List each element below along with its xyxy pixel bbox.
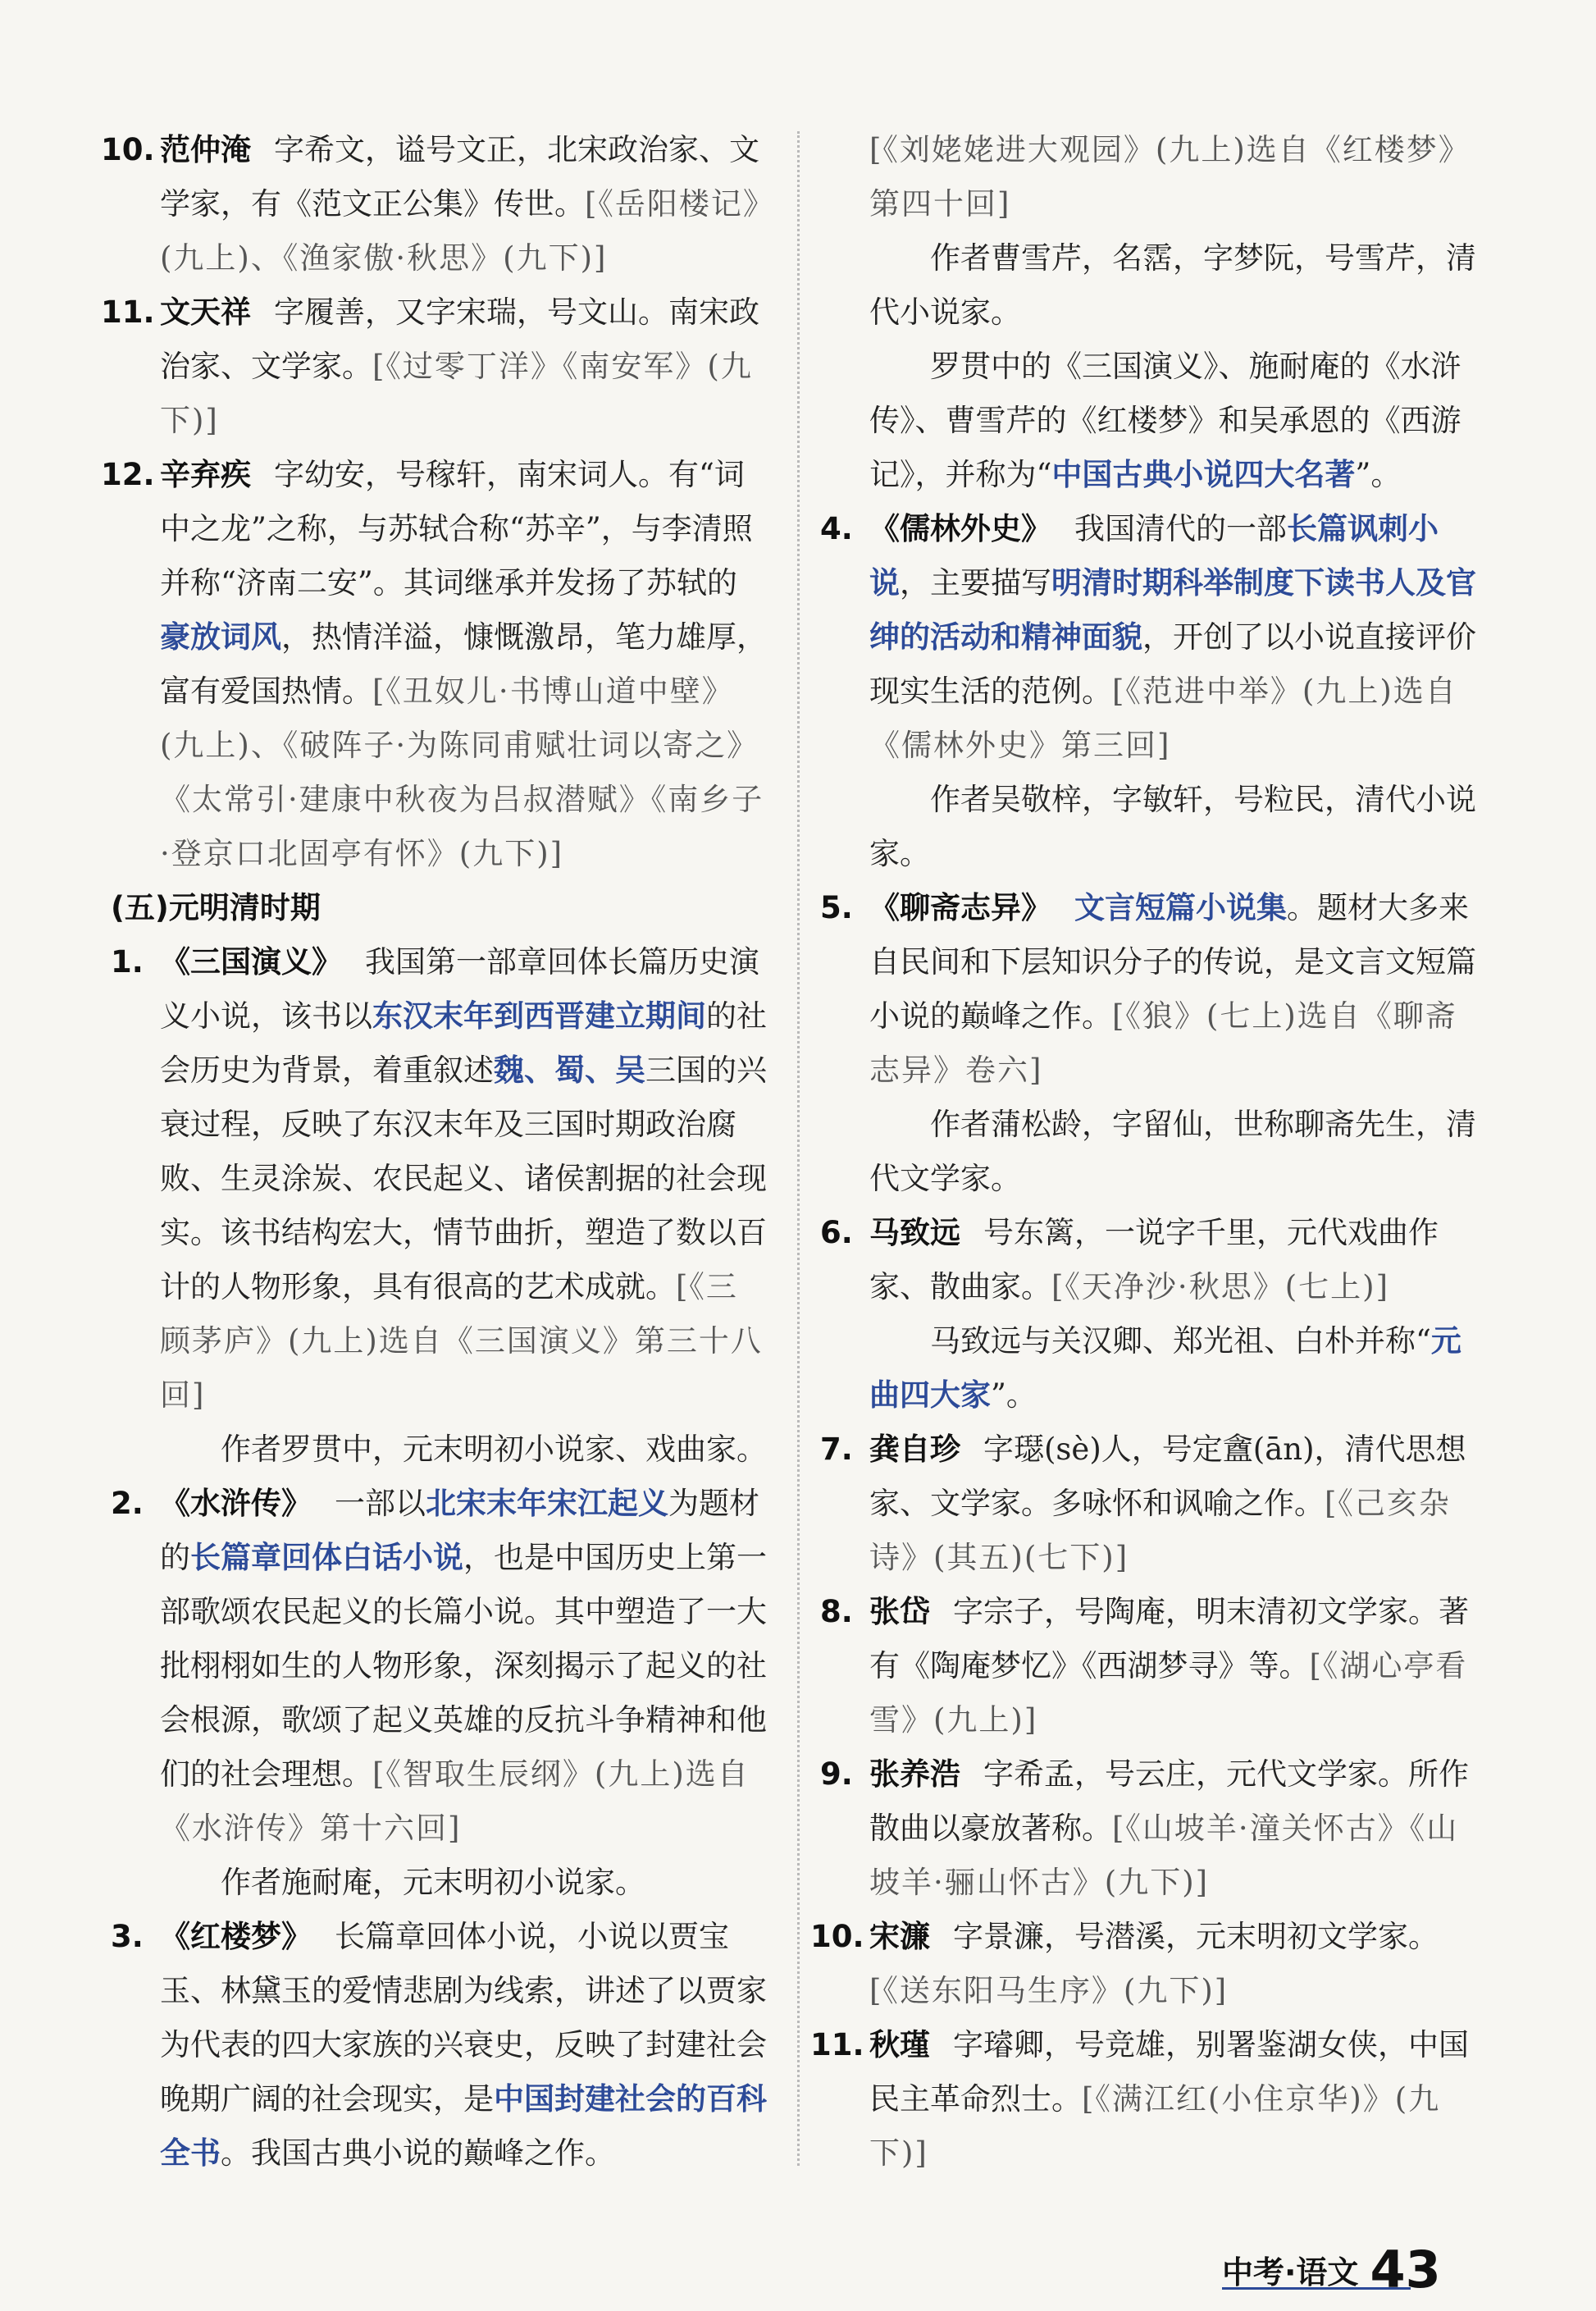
entry-number: 9.: [820, 1756, 853, 1792]
entry-number: 1.: [111, 944, 144, 980]
entry-text: 字幼安，号稼轩，南宋词人。有“词中之龙”之称，与苏轼合称“苏辛”，与李清照并称“济南二安”。其词继承并发扬了苏轼的: [160, 457, 753, 601]
highlight-keyword: 豪放词风: [160, 619, 281, 655]
highlight-keyword: 北宋末年宋江起义: [426, 1486, 668, 1521]
entry-number: 10.: [810, 1919, 864, 1954]
note-text: ”。: [1355, 457, 1402, 492]
entry-name: 张岱: [869, 1594, 930, 1629]
entry-name: 《儒林外史》: [869, 511, 1051, 546]
entry-shuihu: [111, 1477, 767, 1856]
entry-text: 字璱(sè)人，号定盦(ān)，清代思想家、文学家。多咏怀和讽喻之作。: [869, 1432, 1466, 1521]
page-footer: [1222, 2240, 1441, 2300]
entry-text: 字希文，谥号文正，北宋政治家、文学家，有《范文正公集》传世。: [160, 132, 759, 222]
entry-source: [《过零丁洋》《南安军》(九下)]: [160, 349, 753, 438]
entry-name: 秋瑾: [869, 2027, 930, 2062]
entry-text: 为题材的: [160, 1486, 759, 1575]
entry-source: [《湖心亭看雪》(九上)]: [869, 1648, 1468, 1738]
entry-source: [《狼》(七上)选自《聊斋志异》卷六]: [869, 998, 1457, 1088]
author-note: 作者曹雪芹，名霑，字梦阮，号雪芹，清代小说家。: [869, 240, 1476, 330]
entry-text: 的社会历史为背景，着重叙述: [160, 998, 767, 1088]
note-text: 马致远与关汉卿、郑光祖、白朴并称“: [930, 1323, 1431, 1359]
entry-rulinwaishi: [820, 502, 1476, 773]
entry-name: 龚自珍: [869, 1432, 960, 1467]
entry-source: [《天净沙·秋思》(七上)]: [1051, 1269, 1390, 1304]
entry-number: 10.: [101, 132, 155, 167]
entry-text: 号东篱，一说字千里，元代戏曲作家、散曲家。: [869, 1215, 1439, 1304]
entry-hongloumeng-cont: [820, 123, 1476, 231]
section-heading: (五)元明清时期: [111, 890, 321, 925]
highlight-keyword: 长篇章回体白话小说: [190, 1540, 463, 1575]
entry-number: 8.: [820, 1594, 853, 1629]
highlight-keyword: 明清时期科举制度下读书人及官绅的活动和精神面貌: [869, 565, 1476, 655]
entry-text: ，开创了以小说直接评价现实生活的范例。: [869, 619, 1476, 709]
entry-source: [《三顾茅庐》(九上)选自《三国演义》第三十八回]: [160, 1269, 763, 1413]
entry-text: 字宗子，号陶庵，明末清初文学家。著有《陶庵梦忆》《西湖梦寻》等。: [869, 1594, 1469, 1683]
entry-sanguo: [111, 935, 767, 1423]
entry-qiu-jin: [810, 2018, 1476, 2181]
note-text: 罗贯中的《三国演义》、施耐庵的《水浒传》、曹雪芹的《红楼梦》和吴承恩的《西游记》，并称为“: [869, 349, 1461, 492]
entry-liaozhai: [820, 881, 1476, 1098]
left-column: [101, 123, 767, 2181]
highlight-keyword: 魏、蜀、吴: [494, 1053, 645, 1088]
entry-name: 张养浩: [869, 1756, 960, 1792]
entry-source: [《范进中举》(九上)选自《儒林外史》第三回]: [869, 674, 1457, 763]
column-divider: [797, 131, 800, 2166]
author-note: 作者罗贯中，元末明初小说家、戏曲家。: [221, 1432, 767, 1467]
entry-number: 11.: [810, 2027, 864, 2062]
entry-text: 。我国古典小说的巅峰之作。: [221, 2135, 615, 2171]
entry-name: 辛弃疾: [160, 457, 251, 492]
entry-text: 我国第一部章回体长篇历史演义小说，该书以: [160, 944, 759, 1034]
entry-text: 。题材大多来自民间和下层知识分子的传说，是文言文短篇小说的巅峰之作。: [869, 890, 1476, 1034]
entry-number: 3.: [111, 1919, 144, 1954]
right-column: [810, 123, 1476, 2181]
highlight-keyword: 中国古典小说四大名著: [1051, 457, 1356, 492]
entry-source: [《智取生辰纲》(九上)选自《水浒传》第十六回]: [160, 1756, 750, 1846]
entry-source: [《送东阳马生序》(九下)]: [869, 1973, 1229, 2008]
footer-underline: [1222, 2287, 1411, 2290]
entry-text: 字希孟，号云庄，元代文学家。所作散曲以豪放著称。: [869, 1756, 1469, 1846]
entry-name: 《红楼梦》: [160, 1919, 312, 1954]
highlight-keyword: 长篇讽刺小说: [869, 511, 1439, 601]
entry-text: 三国的兴衰过程，反映了东汉末年及三国时期政治腐败、生灵涂炭、农民起义、诸侯割据的社会现实。该书结构宏大，情节曲折，塑造了数以百计的人物形象，具有很高的艺术成就。: [160, 1053, 767, 1304]
entry-number: 2.: [111, 1486, 144, 1521]
entry-text: ，也是中国历史上第一部歌颂农民起义的长篇小说。其中塑造了一大批栩栩如生的人物形象，深刻揭示了起义的社会根源，歌颂了起义英雄的反抗斗争精神和他们的社会理想。: [160, 1540, 767, 1792]
author-note: 作者施耐庵，元末明初小说家。: [221, 1865, 645, 1900]
entry-name: 《水浒传》: [160, 1486, 312, 1521]
four-classics-note: [820, 340, 1476, 502]
author-note: 作者吴敬梓，字敏轩，号粒民，清代小说家。: [869, 782, 1476, 871]
entry-source: [《己亥杂诗》(其五)(七下)]: [869, 1486, 1451, 1575]
entry-text: 我国清代的一部: [1074, 511, 1287, 546]
entry-text: ，主要描写: [900, 565, 1051, 601]
highlight-keyword: 元曲四大家: [869, 1323, 1461, 1413]
author-note: 作者蒲松龄，字留仙，世称聊斋先生，清代文学家。: [869, 1107, 1476, 1196]
entry-text: 一部以: [335, 1486, 426, 1521]
entry-source: [《满江红(小住京华)》(九下)]: [869, 2081, 1441, 2171]
entry-text: 长篇章回体小说，小说以贾宝玉、林黛玉的爱情悲剧为线索，讲述了以贾家为代表的四大家族的兴衰史，反映了封建社会晚期广阔的社会现实，是: [160, 1919, 767, 2117]
entry-source: [《刘姥姥进大观园》(九上)选自《红楼梦》第四十回]: [869, 132, 1471, 222]
highlight-keyword: 中国封建社会的百科全书: [160, 2081, 767, 2171]
entry-wen-tianxiang: [101, 285, 767, 448]
entry-text: 字履善，又字宋瑞，号文山。南宋政治家、文学家。: [160, 295, 759, 384]
entry-number: 11.: [101, 295, 155, 330]
entry-text: 字景濂，号潜溪，元末明初文学家。: [953, 1919, 1439, 1954]
entry-number: 5.: [820, 890, 853, 925]
entry-name: 《聊斋志异》: [869, 890, 1051, 925]
entry-zhang-dai: [820, 1585, 1476, 1747]
page-number: 43: [1370, 2240, 1441, 2300]
entry-source: [《丑奴儿·书博山道中壁》(九上)、《破阵子·为陈同甫赋壮词以寄之》《太常引·建康中秋夜为吕叔潜赋》《南乡子·登京口北固亭有怀》(九下)]: [160, 674, 764, 871]
entry-fan-zhongyan: [101, 123, 767, 285]
entry-name: 宋濂: [869, 1919, 930, 1954]
entry-source: [《岳阳楼记》(九上)、《渔家傲·秋思》(九下)]: [160, 186, 760, 276]
entry-source: [《山坡羊·潼关怀古》《山坡羊·骊山怀古》(九下)]: [869, 1811, 1459, 1900]
entry-number: 6.: [820, 1215, 853, 1250]
entry-ma-zhiyuan: [820, 1206, 1476, 1314]
entry-number: 4.: [820, 511, 853, 546]
entry-text: 字璿卿，号竞雄，别署鉴湖女侠，中国民主革命烈士。: [869, 2027, 1469, 2117]
yuanqu-note: [820, 1314, 1476, 1423]
entry-song-lian: [810, 1910, 1476, 2018]
entry-hongloumeng: [111, 1910, 767, 2181]
entry-xin-qiji: [101, 448, 767, 881]
entry-name: 文天祥: [160, 295, 251, 330]
entry-zhang-yanghao: [820, 1747, 1476, 1910]
entry-gong-zizhen: [820, 1423, 1476, 1585]
entry-text: ，热情洋溢，慷慨激昂，笔力雄厚，富有爱国热情。: [160, 619, 767, 709]
footer-label: 中考·语文: [1222, 2254, 1359, 2290]
highlight-keyword: 文言短篇小说集: [1074, 890, 1287, 925]
entry-number: 12.: [101, 457, 155, 492]
entry-name: 范仲淹: [160, 132, 251, 167]
note-text: ”。: [991, 1377, 1037, 1413]
highlight-keyword: 东汉末年到西晋建立期间: [372, 998, 706, 1034]
entry-number: 7.: [820, 1432, 853, 1467]
entry-name: 《三国演义》: [160, 944, 342, 980]
entry-name: 马致远: [869, 1215, 960, 1250]
